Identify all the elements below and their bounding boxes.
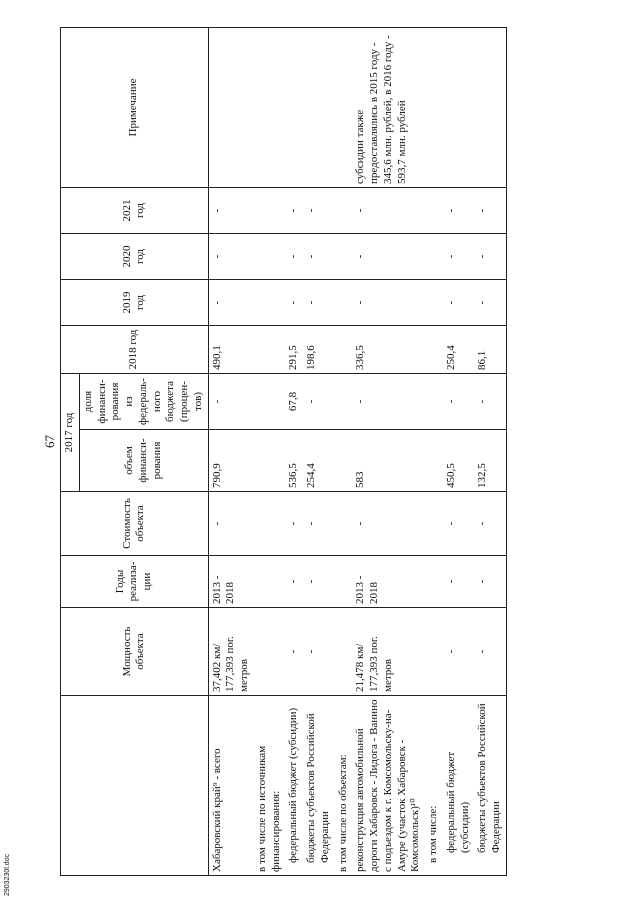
row-years <box>425 556 443 608</box>
row-2020 <box>335 234 353 280</box>
row-2021: - <box>474 188 506 234</box>
row-cost: - <box>303 492 335 556</box>
header-2018: 2018 год <box>61 326 209 374</box>
row-capacity: 21,478 км/ 177,393 пог. метров <box>352 608 425 696</box>
table-row <box>443 28 475 876</box>
row-vol2017: 583 <box>352 430 425 492</box>
row-capacity <box>254 608 286 696</box>
row-note: субсидии также предоставлялись в 2015 году - 345,6 млн. рублей, в 2016 году - 593,7 млн. рублей <box>352 28 425 188</box>
row-years <box>335 556 353 608</box>
row-share2017 <box>335 374 353 430</box>
row-2019: - <box>208 280 254 326</box>
row-name: в том числе по источникам финансирования: <box>254 696 286 876</box>
row-2018 <box>425 326 443 374</box>
table-row <box>352 28 425 876</box>
row-2018: 336,5 <box>352 326 425 374</box>
row-capacity: - <box>474 608 506 696</box>
row-cost: - <box>352 492 425 556</box>
row-note <box>254 28 286 188</box>
financing-table-container <box>60 28 618 876</box>
row-2018 <box>335 326 353 374</box>
page-number: 67 <box>42 435 57 448</box>
header-capacity: Мощность объекта <box>61 608 209 696</box>
row-2019: - <box>285 280 303 326</box>
row-2020: - <box>474 234 506 280</box>
row-2020: - <box>352 234 425 280</box>
row-years: 2013 - 2018 <box>352 556 425 608</box>
row-share2017: - <box>208 374 254 430</box>
row-share2017: - <box>303 374 335 430</box>
row-2021 <box>254 188 286 234</box>
row-cost: - <box>443 492 475 556</box>
row-years: - <box>474 556 506 608</box>
row-cost <box>335 492 353 556</box>
row-2021 <box>425 188 443 234</box>
row-2019 <box>335 280 353 326</box>
header-2017-volume: объем финанси-рования <box>79 430 208 492</box>
row-2018: 291,5 <box>285 326 303 374</box>
row-capacity <box>335 608 353 696</box>
header-years: Годы реализа-ции <box>61 556 209 608</box>
row-cost <box>254 492 286 556</box>
row-years: - <box>303 556 335 608</box>
row-vol2017: 450,5 <box>443 430 475 492</box>
table-row <box>425 28 443 876</box>
row-note <box>285 28 303 188</box>
row-name: федеральный бюджет (субсидии) <box>285 696 303 876</box>
row-vol2017 <box>254 430 286 492</box>
row-2019: - <box>303 280 335 326</box>
row-name: бюджеты субъектов Российской Федерации <box>303 696 335 876</box>
row-2021: - <box>443 188 475 234</box>
row-years: 2013 - 2018 <box>208 556 254 608</box>
table-row <box>303 28 335 876</box>
row-2020 <box>425 234 443 280</box>
row-2018: 490,1 <box>208 326 254 374</box>
header-name <box>61 696 209 876</box>
row-2020 <box>254 234 286 280</box>
row-years <box>254 556 286 608</box>
row-years: - <box>443 556 475 608</box>
footer-filename: 2903230l.doc <box>4 853 11 896</box>
table-row <box>285 28 303 876</box>
table-row <box>208 28 254 876</box>
row-years: - <box>285 556 303 608</box>
row-vol2017: 790,9 <box>208 430 254 492</box>
row-cost: - <box>208 492 254 556</box>
row-note <box>443 28 475 188</box>
row-cost: - <box>474 492 506 556</box>
row-2020: - <box>208 234 254 280</box>
row-share2017 <box>425 374 443 430</box>
row-note <box>335 28 353 188</box>
row-2019 <box>425 280 443 326</box>
row-capacity <box>425 608 443 696</box>
row-2020: - <box>443 234 475 280</box>
row-vol2017: 132,5 <box>474 430 506 492</box>
table-row <box>254 28 286 876</box>
row-share2017: - <box>443 374 475 430</box>
row-capacity: 37,402 км/ 177,393 пог. метров <box>208 608 254 696</box>
row-note <box>425 28 443 188</box>
row-vol2017 <box>335 430 353 492</box>
table-row <box>474 28 506 876</box>
row-2018: 250,4 <box>443 326 475 374</box>
row-2018: 198,6 <box>303 326 335 374</box>
row-2021 <box>335 188 353 234</box>
row-share2017: - <box>474 374 506 430</box>
row-name: бюджеты субъектов Российской Федерации <box>474 696 506 876</box>
header-cost: Стоимость объекта <box>61 492 209 556</box>
row-share2017: 67,8 <box>285 374 303 430</box>
row-name: Хабаровский край⁹ - всего <box>208 696 254 876</box>
row-cost: - <box>285 492 303 556</box>
row-note <box>474 28 506 188</box>
row-name: в том числе: <box>425 696 443 876</box>
row-note <box>208 28 254 188</box>
row-name: в том числе по объектам: <box>335 696 353 876</box>
row-name: реконструкция автомобильной дороги Хабаровск - Лидога - Ванино с подъездом к г. Комсомольску-на-Амуре (участок Хабаровск - Комсомольск)¹⁰ <box>352 696 425 876</box>
row-vol2017: 254,4 <box>303 430 335 492</box>
row-cost <box>425 492 443 556</box>
header-row-1 <box>61 28 80 876</box>
row-2019: - <box>443 280 475 326</box>
row-2019: - <box>352 280 425 326</box>
row-share2017 <box>254 374 286 430</box>
row-capacity: - <box>285 608 303 696</box>
header-2017-share: доля финанси-рования из федераль-ного бюджета (процен-тов) <box>79 374 208 430</box>
financing-table <box>60 27 507 876</box>
row-2020: - <box>303 234 335 280</box>
row-name: федеральный бюджет (субсидии) <box>443 696 475 876</box>
table-row <box>335 28 353 876</box>
row-2018 <box>254 326 286 374</box>
header-2017: 2017 год <box>61 374 80 492</box>
header-2021: 2021 год <box>61 188 209 234</box>
row-note <box>303 28 335 188</box>
row-vol2017: 536,5 <box>285 430 303 492</box>
row-2019: - <box>474 280 506 326</box>
row-2020: - <box>285 234 303 280</box>
row-share2017: - <box>352 374 425 430</box>
header-2020: 2020 год <box>61 234 209 280</box>
header-2019: 2019 год <box>61 280 209 326</box>
row-2021: - <box>352 188 425 234</box>
row-2021: - <box>208 188 254 234</box>
row-2021: - <box>285 188 303 234</box>
row-capacity: - <box>443 608 475 696</box>
row-capacity: - <box>303 608 335 696</box>
row-2018: 86,1 <box>474 326 506 374</box>
row-2019 <box>254 280 286 326</box>
row-vol2017 <box>425 430 443 492</box>
header-note: Примечание <box>61 28 209 188</box>
row-2021: - <box>303 188 335 234</box>
